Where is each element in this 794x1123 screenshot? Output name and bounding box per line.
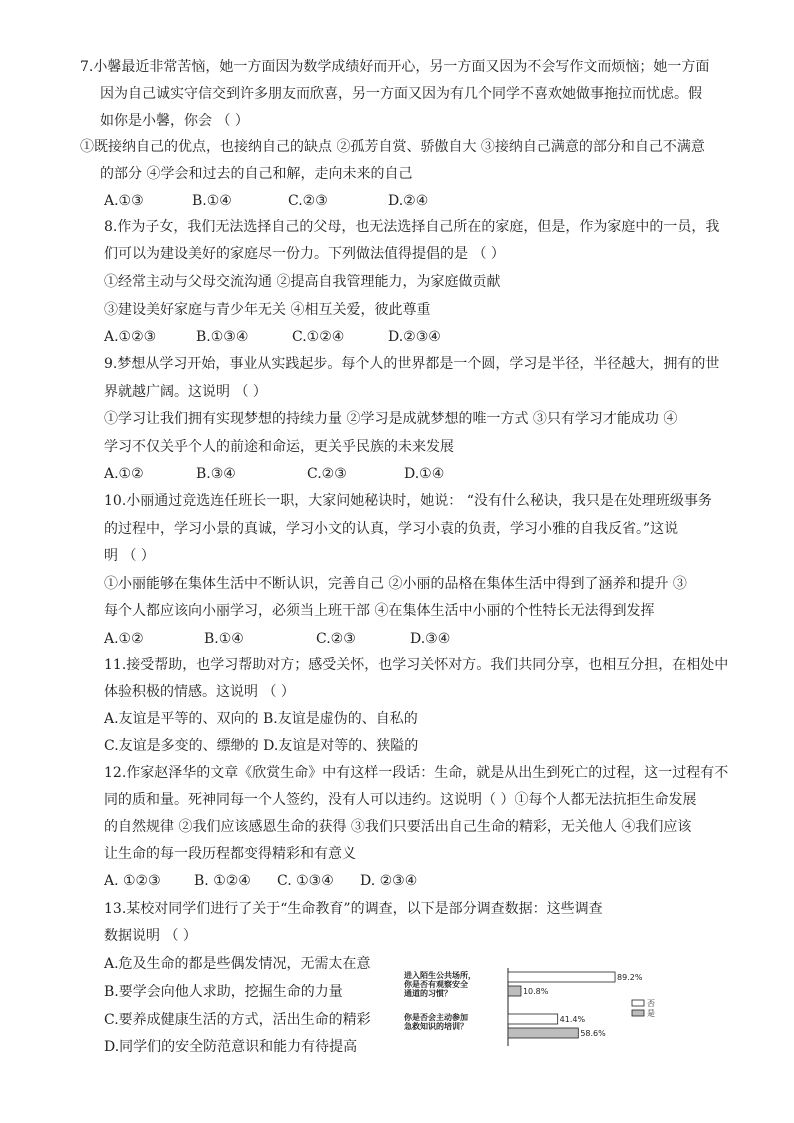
bar-no <box>508 1014 558 1024</box>
question-12-option[interactable]: A. ①②③ <box>104 873 161 889</box>
question-8-line: 们可以为建设美好的家庭尽一份力。下列做法值得提倡的是 （ ） <box>104 246 505 262</box>
question-9-line: ①学习让我们拥有实现梦想的持续力量 ②学习是成就梦想的唯一方式 ③只有学习才能成功 ④ <box>104 411 678 427</box>
question-10-line: ①小丽能够在集体生活中不断认识，完善自己 ②小丽的品格在集体生活中得到了涵养和提升 ③ <box>104 576 687 592</box>
question-13-line: A.危及生命的都是些偶发情况，无需太在意 <box>104 956 371 972</box>
question-7-line: ①既接纳自己的优点，也接纳自己的缺点 ②孤芳自赏、骄傲自大 ③接纳自己满意的部分和自己不满意 <box>80 139 705 155</box>
question-12-line: 12.作家赵泽华的文章《欣赏生命》中有这样一段话：生命，就是从出生到死亡的过程，这一过程有不 <box>104 765 729 781</box>
bar-no <box>508 972 615 982</box>
question-10-option[interactable]: A.①② <box>104 631 144 647</box>
question-7-line: 因为自己诚实守信交到许多朋友而欣喜，另一方面又因为有几个同学不喜欢她做事拖拉而忧虑。假 <box>100 86 702 102</box>
legend-swatch <box>632 1010 644 1016</box>
bar-yes <box>508 986 521 996</box>
question-13-line: B.要学会向他人求助，挖掘生命的力量 <box>104 984 343 1000</box>
question-12-line: 让生命的每一段历程都变得精彩和有意义 <box>104 846 356 862</box>
question-7-option[interactable]: B.①④ <box>192 193 232 209</box>
question-13-line: 13.某校对同学们进行了关于“生命教育”的调查，以下是部分调查数据：这些调查 <box>104 901 603 917</box>
category-label: 通道的习惯？ <box>404 988 452 998</box>
question-7-line: 的部分 ④学会和过去的自己和解，走向未来的自己 <box>100 166 413 182</box>
question-10-option[interactable]: D.③④ <box>410 631 451 647</box>
question-9-option[interactable]: B.③④ <box>196 466 236 482</box>
legend-label: 是 <box>647 1009 655 1018</box>
question-7-option[interactable]: C.②③ <box>288 193 328 209</box>
question-8-option[interactable]: D.②③④ <box>388 329 441 345</box>
category-label: 你是否有观察安全 <box>404 979 468 989</box>
category-label: 急救知识的培训？ <box>404 1021 468 1031</box>
question-13-line: D.同学们的安全防范意识和能力有待提高 <box>104 1039 358 1055</box>
question-12-line: 的自然规律 ②我们应该感恩生命的获得 ③我们只要活出自己生命的精彩，无关他人 ④我们应该 <box>104 819 692 835</box>
question-9-option[interactable]: C.②③ <box>307 466 347 482</box>
question-8-line: ③建设美好家庭与青少年无关 ④相互关爱，彼此尊重 <box>104 302 431 318</box>
legend-swatch <box>632 1000 644 1006</box>
question-9-option[interactable]: A.①② <box>104 466 144 482</box>
question-12-option[interactable]: D. ②③④ <box>360 873 418 889</box>
data-label: 41.4% <box>559 1015 586 1024</box>
data-label: 10.8% <box>522 987 549 996</box>
question-8-option[interactable]: A.①②③ <box>104 329 157 345</box>
category-label: 进入陌生公共场所， <box>404 970 476 980</box>
question-10-line: 的过程中，学习小景的真诚，学习小文的认真，学习小袁的负责，学习小雅的自我反省。”这说 <box>104 521 679 537</box>
question-8-option[interactable]: B.①③④ <box>196 329 249 345</box>
question-12-option[interactable]: C. ①③④ <box>277 873 334 889</box>
question-8-line: 8.作为子女，我们无法选择自己的父母，也无法选择自己所在的家庭，但是，作为家庭中的一员，我 <box>104 219 720 235</box>
question-9-line: 9.梦想从学习开始，事业从实践起步。每个人的世界都是一个圆，学习是半径，半径越大，拥有的世 <box>104 356 720 372</box>
question-12-line: 同的质和量。死神同每一个人签约，没有人可以违约。这说明（ ）①每个人都无法抗拒生命发展 <box>104 792 697 808</box>
question-7-line: 7.小馨最近非常苦恼，她一方面因为数学成绩好而开心，另一方面又因为不会写作文而烦恼；她一方面 <box>80 59 710 75</box>
question-10-line: 每个人都应该向小丽学习，必须当上班干部 ④在集体生活中小丽的个性特长无法得到发挥 <box>104 603 655 619</box>
question-9-line: 学习不仅关乎个人的前途和命运，更关乎民族的未来发展 <box>104 439 454 455</box>
question-7-option[interactable]: D.②④ <box>388 193 429 209</box>
data-label: 58.6% <box>580 1029 606 1038</box>
question-10-line: 明 （ ） <box>104 548 155 564</box>
question-7-option[interactable]: A.①③ <box>104 193 144 209</box>
survey-chart <box>400 966 690 1056</box>
question-10-option[interactable]: B.①④ <box>204 631 244 647</box>
data-label: 89.2% <box>617 973 643 982</box>
question-13-line: C.要养成健康生活的方式，活出生命的精彩 <box>104 1012 371 1028</box>
question-11-line: 体验积极的情感。这说明 （ ） <box>104 684 295 700</box>
question-9-option[interactable]: D.①④ <box>404 466 445 482</box>
question-13-line: 数据说明 （ ） <box>104 928 197 944</box>
question-11-line: 11.接受帮助，也学习帮助对方；感受关怀，也学习关怀对方。我们共同分享，也相互分担，在相处中 <box>104 657 729 673</box>
question-10-line: 10.小丽通过竞选连任班长一职，大家问她秘诀时，她说： “没有什么秘诀，我只是在处理班级事务 <box>104 493 712 509</box>
bar-yes <box>508 1028 578 1038</box>
question-7-line: 如你是小馨，你会 （ ） <box>100 113 249 129</box>
question-12-option[interactable]: B. ①②④ <box>194 873 251 889</box>
question-8-line: ①经常主动与父母交流沟通 ②提高自我管理能力，为家庭做贡献 <box>104 274 501 290</box>
legend-label: 否 <box>647 999 655 1008</box>
question-8-option[interactable]: C.①②④ <box>292 329 345 345</box>
question-10-option[interactable]: C.②③ <box>316 631 356 647</box>
question-11-line: A.友谊是平等的、双向的 B.友谊是虚伪的、自私的 <box>104 711 418 727</box>
category-label: 你是否会主动参加 <box>404 1012 468 1022</box>
survey-bar-chart <box>400 966 690 1056</box>
question-11-line: C.友谊是多变的、缥缈的 D.友谊是对等的、狭隘的 <box>104 738 419 754</box>
question-9-line: 界就越广阔。这说明 （ ） <box>104 384 267 400</box>
